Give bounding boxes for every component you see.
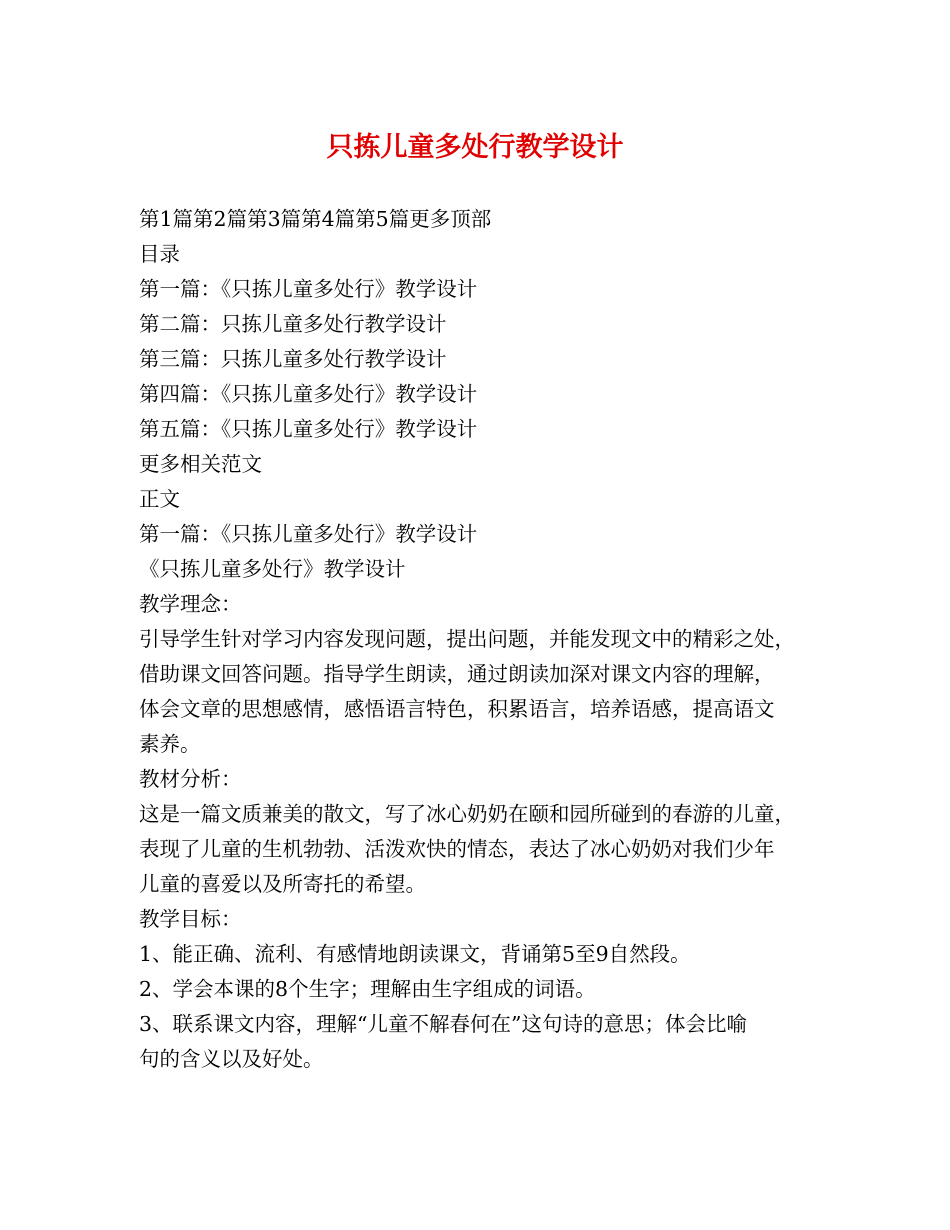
text-line: 第一篇：《只拣儿童多处行》教学设计 [139, 277, 478, 301]
text-line: 教材分析： [139, 767, 242, 791]
text-line: 3、联系课文内容，理解“儿童不解春何在”这句诗的意思；体会比喻 [139, 1012, 748, 1036]
text-line: 更多相关范文 [139, 452, 262, 476]
text-line: 正文 [139, 487, 180, 511]
text-line: 《只拣儿童多处行》教学设计 [139, 557, 406, 581]
text-line: 第二篇：只拣儿童多处行教学设计 [139, 312, 447, 336]
text-line: 这是一篇文质兼美的散文，写了冰心奶奶在颐和园所碰到的春游的儿童， [139, 802, 795, 826]
text-line: 教学目标： [139, 907, 242, 931]
text-line: 第三篇：只拣儿童多处行教学设计 [139, 347, 447, 371]
text-line: 句的含义以及好处。 [139, 1047, 324, 1071]
text-line: 第五篇：《只拣儿童多处行》教学设计 [139, 417, 478, 441]
document-title: 只拣儿童多处行教学设计 [326, 132, 624, 163]
text-line: 第四篇：《只拣儿童多处行》教学设计 [139, 382, 478, 406]
text-line: 体会文章的思想感情，感悟语言特色，积累语言，培养语感，提高语文 [139, 697, 775, 721]
text-line: 儿童的喜爱以及所寄托的希望。 [139, 872, 426, 896]
text-line: 第一篇：《只拣儿童多处行》教学设计 [139, 522, 478, 546]
text-line: 目录 [139, 242, 180, 266]
text-line: 借助课文回答问题。指导学生朗读，通过朗读加深对课文内容的理解， [139, 662, 775, 686]
text-line: 1、能正确、流利、有感情地朗读课文，背诵第5至9自然段。 [139, 942, 691, 966]
text-line: 素养。 [139, 732, 201, 756]
text-line: 2、学会本课的8个生字；理解由生字组成的词语。 [139, 977, 596, 1001]
text-line: 表现了儿童的生机勃勃、活泼欢快的情态，表达了冰心奶奶对我们少年 [139, 837, 775, 861]
text-line: 引导学生针对学习内容发现问题，提出问题，并能发现文中的精彩之处， [139, 627, 795, 651]
text-line: 第1篇第2篇第3篇第4篇第5篇更多顶部 [139, 207, 492, 231]
document-body [139, 202, 839, 1077]
text-line: 教学理念： [139, 592, 242, 616]
